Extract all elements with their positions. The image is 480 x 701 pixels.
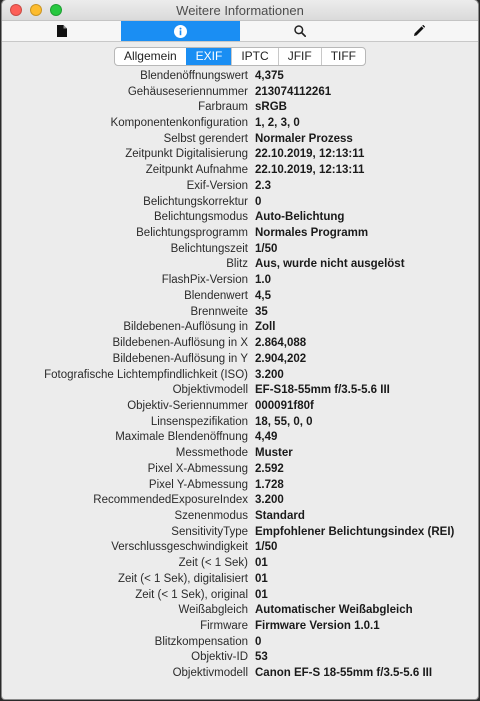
exif-row — [2, 162, 478, 178]
exif-label: FlashPix-Version — [161, 274, 248, 287]
exif-label: Objektiv-ID — [191, 651, 248, 664]
exif-value: 3.200 — [255, 494, 284, 507]
exif-label: Linsenspezifikation — [150, 415, 248, 428]
exif-row — [2, 618, 478, 634]
exif-value: Auto-Belichtung — [255, 211, 345, 224]
exif-value: 18, 55, 0, 0 — [255, 415, 313, 428]
exif-label: Komponentenkonfiguration — [110, 117, 248, 130]
exif-row — [2, 209, 478, 225]
metadata-tabs — [114, 47, 366, 66]
exif-value: Zoll — [255, 321, 276, 334]
document-icon — [57, 25, 67, 37]
exif-value: sRGB — [255, 101, 287, 114]
info-icon — [174, 25, 187, 38]
exif-row — [2, 602, 478, 618]
exif-value: 22.10.2019, 12:13:11 — [255, 148, 365, 161]
exif-row — [2, 587, 478, 603]
tab-jfif[interactable]: JFIF — [278, 48, 321, 65]
more-info-button[interactable] — [121, 21, 240, 41]
exif-row — [2, 367, 478, 383]
exif-row — [2, 84, 478, 100]
exif-value: 01 — [255, 588, 268, 601]
exif-label: Belichtungszeit — [170, 242, 248, 255]
exif-value: 01 — [255, 572, 268, 585]
exif-value: 01 — [255, 557, 268, 570]
exif-value: Empfohlener Belichtungsindex (REI) — [255, 525, 455, 538]
exif-row — [2, 571, 478, 587]
exif-list — [2, 68, 478, 681]
exif-row — [2, 414, 478, 430]
exif-row — [2, 492, 478, 508]
exif-value: 2.904,202 — [255, 352, 307, 365]
exif-label: Bildebenen-Auflösung in — [123, 321, 248, 334]
exif-value: Firmware Version 1.0.1 — [255, 620, 380, 633]
exif-value: 4,49 — [255, 431, 278, 444]
exif-value: 1/50 — [255, 242, 278, 255]
exif-row — [2, 99, 478, 115]
exif-label: Messmethode — [175, 447, 248, 460]
exif-label: SensitivityType — [171, 525, 248, 538]
exif-value: 4,375 — [255, 69, 284, 82]
exif-row — [2, 461, 478, 477]
exif-value: 1/50 — [255, 541, 278, 554]
tab-allgemein[interactable]: Allgemein — [123, 48, 177, 63]
exif-value: Aus, wurde nicht ausgelöst — [255, 258, 405, 271]
exif-label: Blitz — [226, 258, 248, 271]
exif-label: Fotografische Lichtempfindlichkeit (ISO) — [44, 368, 248, 381]
exif-row — [2, 194, 478, 210]
exif-label: Pixel Y-Abmessung — [148, 478, 248, 491]
exif-row — [2, 445, 478, 461]
exif-label: Bildebenen-Auflösung in Y — [112, 352, 248, 365]
exif-label: Verschlussgeschwindigkeit — [111, 541, 248, 554]
exif-label: Firmware — [200, 620, 248, 633]
tab-exif[interactable]: EXIF — [186, 48, 232, 65]
exif-value: 1.728 — [255, 478, 284, 491]
exif-label: RecommendedExposureIndex — [93, 494, 248, 507]
exif-label: Weißabgleich — [178, 604, 248, 617]
exif-row — [2, 225, 478, 241]
exif-row — [2, 320, 478, 336]
exif-value: Normales Programm — [255, 227, 369, 240]
exif-row — [2, 634, 478, 650]
exif-label: Zeit (< 1 Sek), original — [135, 588, 248, 601]
exif-value: 2.864,088 — [255, 337, 307, 350]
exif-label: Belichtungsprogramm — [136, 227, 248, 240]
exif-value: 1, 2, 3, 0 — [255, 117, 300, 130]
exif-value: EF-S18-55mm f/3.5-5.6 III — [255, 384, 390, 397]
exif-label: Farbraum — [198, 101, 248, 114]
exif-label: Selbst gerendert — [163, 132, 248, 145]
info-window — [2, 0, 478, 699]
pencil-icon — [413, 25, 425, 37]
annotate-tool-button[interactable] — [359, 21, 478, 41]
exif-label: Szenenmodus — [174, 509, 248, 522]
exif-row — [2, 665, 478, 681]
exif-label: Zeit (< 1 Sek) — [178, 557, 248, 570]
exif-row — [2, 382, 478, 398]
exif-label: Zeit (< 1 Sek), digitalisiert — [117, 572, 248, 585]
exif-label: Pixel X-Abmessung — [147, 462, 248, 475]
exif-row — [2, 257, 478, 273]
exif-label: Bildebenen-Auflösung in X — [112, 337, 248, 350]
exif-row — [2, 178, 478, 194]
exif-row — [2, 650, 478, 666]
exif-row — [2, 241, 478, 257]
exif-label: Gehäuseseriennummer — [127, 85, 248, 98]
exif-value: 0 — [255, 195, 262, 208]
exif-value: 3.200 — [255, 368, 284, 381]
exif-label: Objektivmodell — [172, 384, 248, 397]
exif-label: Zeitpunkt Aufnahme — [145, 164, 248, 177]
tab-bar-row — [2, 42, 478, 70]
exif-value: 2.592 — [255, 462, 284, 475]
inspector-toolbar — [2, 21, 478, 42]
exif-value: 000091f80f — [255, 399, 314, 412]
exif-label: Zeitpunkt Digitalisierung — [125, 148, 248, 161]
exif-row — [2, 508, 478, 524]
exif-value: Standard — [255, 509, 305, 522]
exif-value: 53 — [255, 651, 268, 664]
exif-value: Muster — [255, 447, 293, 460]
exif-row — [2, 524, 478, 540]
exif-row — [2, 131, 478, 147]
exif-row — [2, 68, 478, 84]
search-icon — [294, 25, 306, 37]
exif-label: Belichtungsmodus — [154, 211, 248, 224]
exif-label: Objektiv-Seriennummer — [127, 399, 248, 412]
exif-value: 2.3 — [255, 179, 271, 192]
search-tool-button[interactable] — [240, 21, 359, 41]
exif-row — [2, 115, 478, 131]
window-title: Weitere Informationen — [176, 3, 304, 18]
exif-value: 213074112261 — [255, 85, 332, 98]
exif-row — [2, 477, 478, 493]
exif-label: Brennweite — [190, 305, 248, 318]
general-info-button[interactable] — [2, 21, 121, 41]
exif-label: Objektivmodell — [172, 667, 248, 680]
exif-row — [2, 430, 478, 446]
exif-row — [2, 272, 478, 288]
exif-value: 22.10.2019, 12:13:11 — [255, 164, 365, 177]
exif-row — [2, 304, 478, 320]
tab-iptc[interactable]: IPTC — [231, 48, 277, 65]
exif-row — [2, 147, 478, 163]
exif-value: 35 — [255, 305, 268, 318]
exif-row — [2, 555, 478, 571]
exif-row — [2, 540, 478, 556]
exif-value: Automatischer Weißabgleich — [255, 604, 413, 617]
exif-value: Canon EF-S 18-55mm f/3.5-5.6 III — [255, 667, 433, 680]
exif-row — [2, 351, 478, 367]
exif-label: Maximale Blendenöffnung — [115, 431, 248, 444]
exif-value: 0 — [255, 635, 262, 648]
exif-value: Normaler Prozess — [255, 132, 353, 145]
exif-row — [2, 288, 478, 304]
exif-value: 4,5 — [255, 289, 271, 302]
exif-label: Belichtungskorrektur — [143, 195, 248, 208]
exif-label: Blendenwert — [184, 289, 248, 302]
tab-tiff[interactable]: TIFF — [321, 48, 365, 65]
exif-label: Blitzkompensation — [154, 635, 248, 648]
exif-row — [2, 398, 478, 414]
exif-row — [2, 335, 478, 351]
exif-value: 1.0 — [255, 274, 271, 287]
exif-label: Blendenöffnungswert — [140, 69, 248, 82]
exif-label: Exif-Version — [186, 179, 248, 192]
title-bar[interactable] — [2, 0, 478, 21]
